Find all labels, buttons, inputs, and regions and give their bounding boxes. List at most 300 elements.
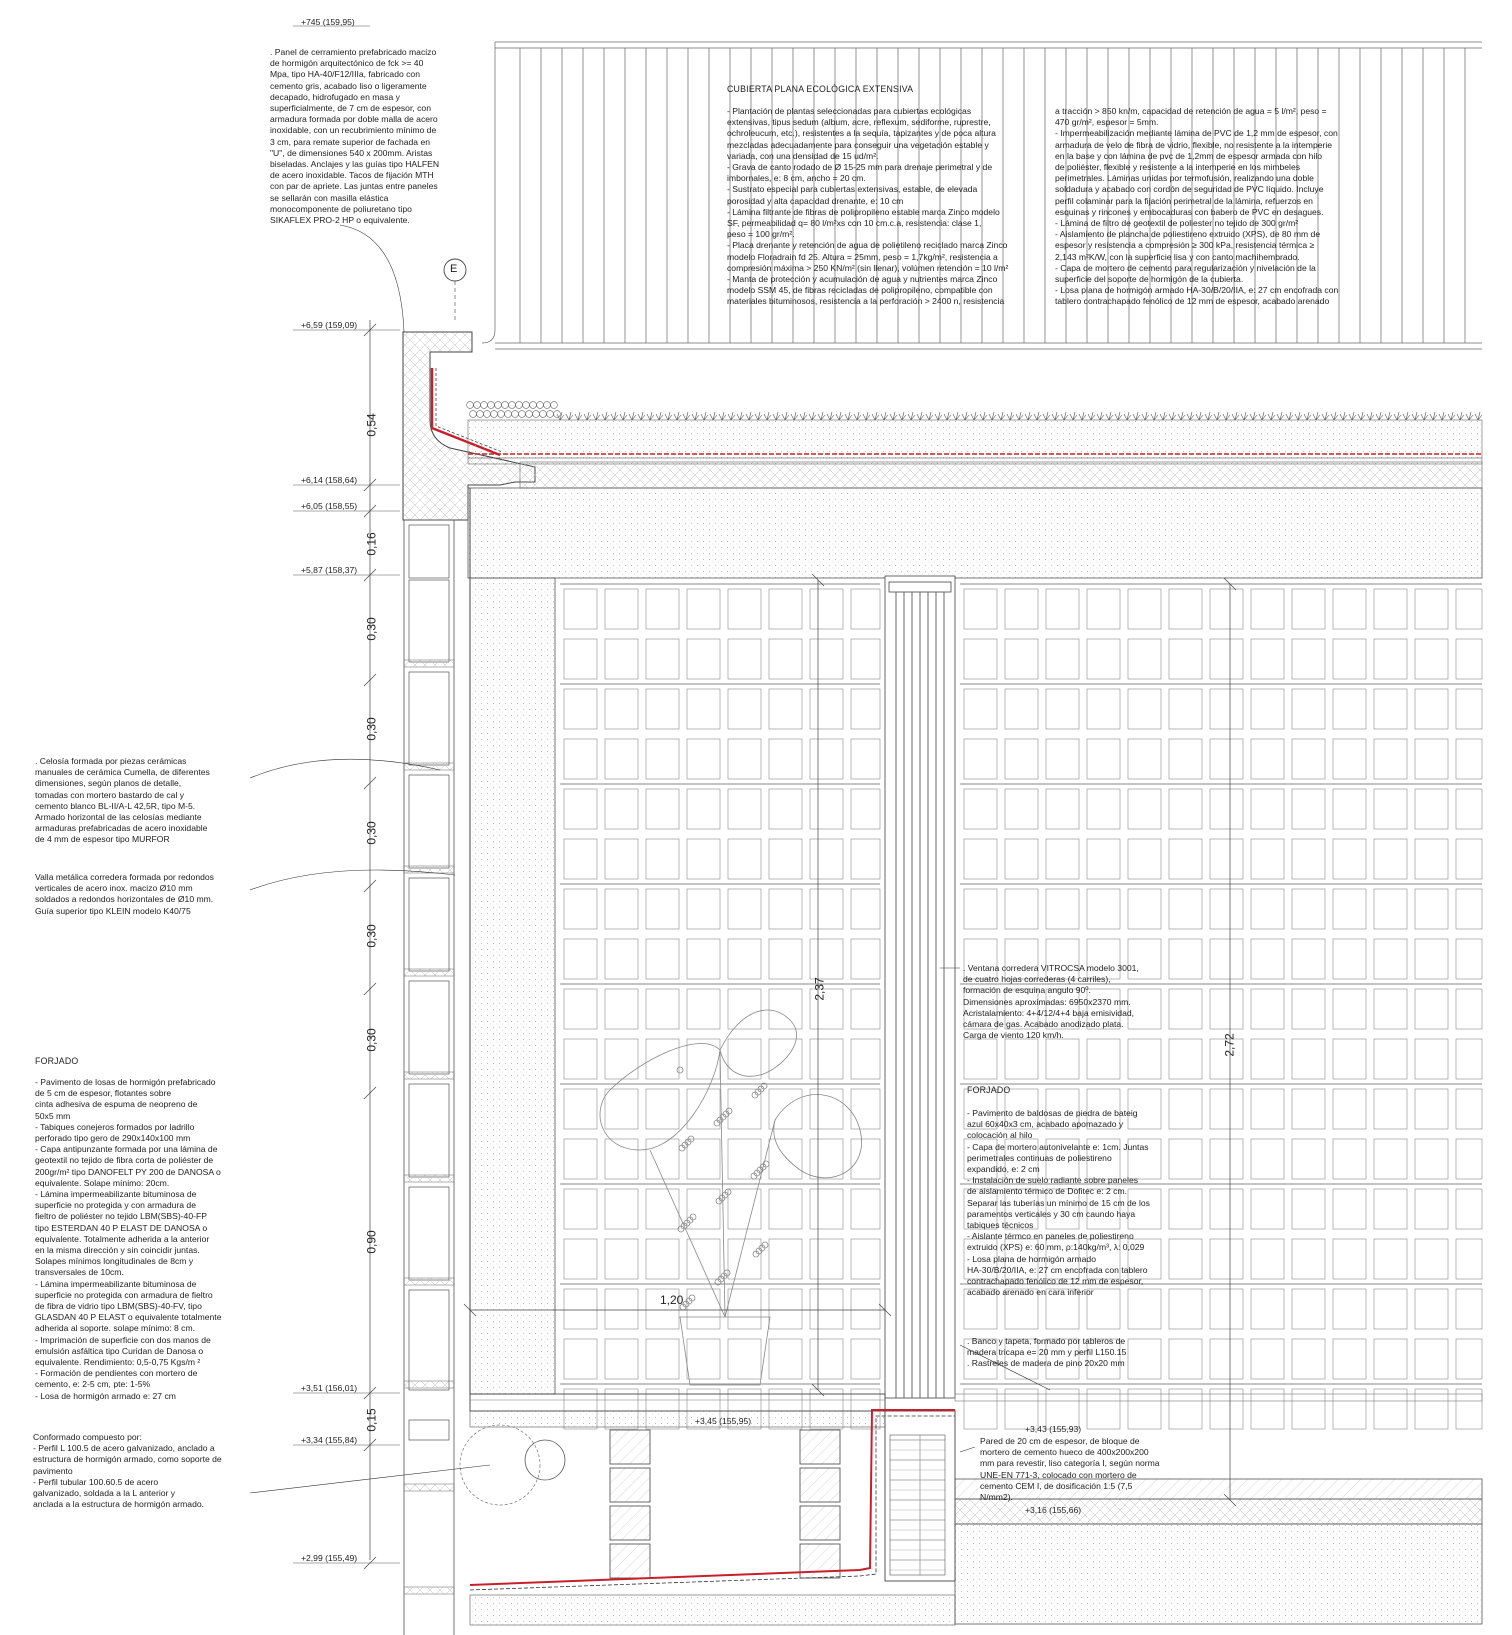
lattice-piece [1046,639,1079,679]
lattice-piece [605,1239,638,1279]
lattice-piece [1456,939,1482,979]
lattice-piece [1169,639,1202,679]
lattice-piece [646,1139,679,1179]
lattice-piece [687,1039,720,1079]
dimension-label: 0,90 [364,1230,379,1254]
lattice-piece [1128,839,1161,879]
level-label: +5,87 (158,37) [301,565,358,575]
lattice-piece [810,739,843,779]
lattice-piece [1292,839,1325,879]
lattice-piece [1210,1389,1243,1429]
grass-tuft [1331,412,1338,420]
lattice-piece [646,989,679,1029]
lattice-piece [687,989,720,1029]
lattice-piece [1374,639,1407,679]
celosia-wall [404,520,454,1635]
roof-title: CUBIERTA PLANA ECOLÓGICA EXTENSIVA [727,84,914,94]
grass-tuft [1016,412,1023,420]
grass-tuft [836,412,843,420]
grass-tuft [1385,412,1392,420]
lattice-piece [1333,639,1366,679]
grass-tuft [1088,412,1095,420]
level-label: +3,16 (155,66) [1025,1505,1082,1515]
lattice-piece [646,1339,679,1379]
lattice-piece [1087,1389,1120,1429]
plant-leaf [677,1067,683,1073]
lattice-piece [1169,739,1202,779]
lattice-piece [1415,1139,1448,1179]
level-label: +6,14 (158,64) [301,475,358,485]
grass-tuft [1151,412,1158,420]
lattice-piece [1251,789,1284,829]
grass-tuft [1115,412,1122,420]
lattice-piece [1292,1189,1325,1229]
level-label: +6,59 (159,09) [301,320,358,330]
lattice-piece [1456,1239,1482,1279]
lattice-piece [1292,989,1325,1029]
lattice-piece [687,689,720,729]
grass-tuft [998,412,1005,420]
lattice-piece [769,1189,802,1229]
lattice-piece [1251,739,1284,779]
lattice-piece [564,689,597,729]
lattice-piece [1046,689,1079,729]
level-label: +745 (159,95) [301,17,355,27]
lattice-piece [1128,739,1161,779]
lattice-piece [1169,1039,1202,1079]
grass-tuft [1448,412,1455,420]
lattice-piece [1333,689,1366,729]
lattice-piece [1087,1039,1120,1079]
lattice-piece [851,1139,880,1179]
level-label: +3,34 (155,84) [301,1435,358,1445]
gravel-stone [477,411,484,418]
lattice-piece [769,1239,802,1279]
grass-tuft [1268,412,1275,420]
grass-tuft [1322,412,1329,420]
lattice-piece [1046,589,1079,629]
lattice-piece [769,739,802,779]
lattice-piece [1087,889,1120,929]
grass-tuft [773,412,780,420]
grass-tuft [1196,412,1203,420]
lattice-piece [964,1039,997,1079]
lattice-piece [1292,1039,1325,1079]
lattice-piece [1087,589,1120,629]
lattice-piece [810,889,843,929]
grass-tuft [854,412,861,420]
grass-tuft [1025,412,1032,420]
grass-tuft [962,412,969,420]
lattice-piece [1333,939,1366,979]
lattice-piece [1251,1339,1284,1379]
lattice-piece [728,1289,761,1329]
lattice-piece [1456,689,1482,729]
lattice-piece [728,1339,761,1379]
lattice-piece [1169,1389,1202,1429]
grass-tuft [665,412,672,420]
lattice-piece [646,839,679,879]
lattice-piece [1456,1189,1482,1229]
note-banco: . Banco y tapeta, formado por tableros de madera tricapa e= 20 mm y perfil L150.15 . Rastreles de madera de pino 20x20 mm [967,1336,1127,1369]
lattice-piece [769,889,802,929]
dimension-label: 2,37 [812,977,827,1001]
gravel-stone [533,411,540,418]
grass-tuft [935,412,942,420]
gravel-stone [512,411,519,418]
gravel-stone [498,411,505,418]
celosia-joint [404,1484,454,1491]
dimension-label: 0,15 [364,1408,379,1432]
lattice-piece [1374,1389,1407,1429]
grass-tuft [728,412,735,420]
gravel-stone [516,402,523,409]
celosia-joint [404,969,454,976]
grass-tuft [944,412,951,420]
lattice-piece [728,889,761,929]
grass-tuft [863,412,870,420]
lattice-piece [1210,1239,1243,1279]
lattice-piece [1333,1189,1366,1229]
lattice-piece [851,1039,880,1079]
grass-tuft [1007,412,1014,420]
lattice-piece [851,589,880,629]
grass-tuft [746,412,753,420]
lattice-piece [1333,589,1366,629]
lattice-piece [810,1289,843,1329]
lattice-piece [1456,839,1482,879]
lattice-piece [1456,589,1482,629]
lattice-piece [1333,739,1366,779]
celosia-joint [404,1381,454,1388]
lattice-piece [1251,839,1284,879]
grass-tuft [1394,412,1401,420]
dimension-label: 1,20 [660,1293,684,1307]
grass-tuft [1286,412,1293,420]
lattice-piece [1251,939,1284,979]
lattice-piece [851,889,880,929]
lattice-piece [1210,739,1243,779]
lattice-piece [1374,1339,1407,1379]
lattice-piece [1169,889,1202,929]
lattice-piece [769,1139,802,1179]
lattice-piece [564,939,597,979]
lattice-piece [605,789,638,829]
lattice-piece [1415,1389,1448,1429]
lattice-piece [1210,589,1243,629]
celosia-block [409,525,449,578]
lattice-piece [1374,739,1407,779]
lattice-piece [1415,739,1448,779]
celosia-joint [404,1175,454,1182]
lattice-piece [1374,939,1407,979]
lattice-piece [728,1139,761,1179]
lattice-piece [964,889,997,929]
lattice-piece [1374,1289,1407,1329]
lattice-piece [605,1289,638,1329]
grass-tuft [1457,412,1464,420]
lattice-piece [1210,1089,1243,1129]
lattice-piece [1169,689,1202,729]
lattice-piece [564,839,597,879]
lattice-piece [687,939,720,979]
lattice-piece [964,839,997,879]
lattice-piece [964,689,997,729]
lattice-piece [1087,839,1120,879]
lattice-piece [1333,1139,1366,1179]
perforated-brick [610,1506,650,1540]
lattice-piece [1087,689,1120,729]
grass-tuft [881,412,888,420]
grass-tuft [1277,412,1284,420]
lattice-piece [687,1339,720,1379]
grass-tuft [1304,412,1311,420]
note-roof-col1: - Plantación de plantas seleccionadas para cubiertas ecológicas extensivas, tipus sedum (album, acre, reflexum, sediforme, ruprestre, ochroleucum, etc.), resistentes a la sequía, tapizantes y de poca altura mezcladas adecuadamente para conseguir una vegetación estable y variada, con una densidad de 15 ud/m². - Grava de canto rodado de Ø 15-25 mm para drenaje perimetral y de imbornales, e: 8 cm, ancho = 20 cm. - Sustrato especial para cubiertas extensivas, estable, de elevada porosidad y alta capacidad drenante, e: 10 cm - Lámina filtrante de fibras de polipropileno estable marca Zinco modelo SF, permeabilidad q= 80 l/m²xs con 10 cm.c.a, resistencia: clase 1, peso = 100 gr/m². - Placa drenante y retención de agua de polietileno reciclado marca Zinco modelo Floradrain fd 25. Altura = 25mm, peso = 1,7kg/m², resistencia a compresión máxima > 250 KN/m² (sin llenar), volúmen retención = 10 l/m² - Manta de protección y acumulación de agua y nutrientes marca Zinco modelo SSM 45, de fibras recicladas de polipropileno, compatible con materiales bituminosos, resistencia a la perforación > 2400 n, resistencia [727,106,1009,307]
lattice-piece [687,589,720,629]
perforated-brick [800,1468,840,1502]
grass-tuft [602,412,609,420]
lattice-piece [1333,839,1366,879]
lattice-piece [1292,689,1325,729]
grass-tuft [1106,412,1113,420]
grass-tuft [566,412,573,420]
lattice-piece [964,789,997,829]
grass-tuft [1070,412,1077,420]
lattice-piece [1210,1339,1243,1379]
note-roof-col2: a tracción > 850 kn/m, capacidad de retención de agua = 5 l/m², peso = 470 gr/m², espesor = 5mm. - Impermeabilización mediante lámina de PVC de 1,2 mm de espesor, con armadura de velo de fibra de vidrio, flexible, no resistente a la intemperie en la base y con lámina de pvc de 1,2mm de espesor armada con hilo de poliéster, flexible y resistente a la intemperie en los mimbeles perimetrales. Láminas unidas por termofusión, realizando una doble soldadura y acabado con cordón de seguridad de PVC líquido. Incluye perfil colaminar para la fijación perimetral de la lámina, refuerzos en esquinas y rincones y embocaduras con babero de PVC en desagues. - Lámina de filtro de geotextil de poliester no tejido de 300 gr/m² - Aislamiento de plancha de poliestireno extruido (XPS), de 80 mm de espesor y resistencia a compresión ≥ 300 kPa, resistencia térmica ≥ 2,143 m²K/W, con la superficie lisa y con canto machihembrado. - Capa de mortero de cemento para regularización y nivelación de la superficie del soporte de hormigón de la cubierta. - Losa plana de hormigón armado HA-30/B/20/IIA, e: 27 cm encofrada con tablero contrachapado fenólico de 12 mm de espesor, acabado arenado [1055,106,1339,307]
lattice-piece [964,639,997,679]
grass-tuft [1133,412,1140,420]
lattice-piece [1210,889,1243,929]
lattice-piece [1415,1239,1448,1279]
lattice-piece [1292,739,1325,779]
celosia-block [409,981,449,1074]
gravel-stone [547,411,554,418]
grass-tuft [1376,412,1383,420]
grass-tuft [1124,412,1131,420]
forjado-right-title: FORJADO [967,1085,1011,1095]
grass-tuft [791,412,798,420]
lattice-piece [1374,1189,1407,1229]
grass-tuft [1097,412,1104,420]
dimension-label: 0,30 [364,821,379,845]
lattice-piece [1374,589,1407,629]
gravel-stone [551,402,558,409]
grass-tuft [1430,412,1437,420]
grass-tuft [899,412,906,420]
grass-tuft [1259,412,1266,420]
lattice-piece [769,1339,802,1379]
lattice-piece [769,989,802,1029]
grass-tuft [1214,412,1221,420]
lattice-piece [646,1039,679,1079]
lattice-piece [728,789,761,829]
lattice-piece [851,939,880,979]
gravel-stone [544,402,551,409]
grass-tuft [737,412,744,420]
grass-tuft [890,412,897,420]
grass-tuft [1187,412,1194,420]
lattice-piece [1333,1289,1366,1329]
lattice-piece [1456,789,1482,829]
lattice-piece [810,689,843,729]
grass-tuft [656,412,663,420]
lattice-piece [1251,1189,1284,1229]
level-lines [293,26,400,1563]
grass-tuft [782,412,789,420]
celosia-block [409,1084,449,1177]
celosia-block [409,1290,449,1390]
lattice-piece [1251,589,1284,629]
lattice-piece [1292,1139,1325,1179]
lattice-piece [1005,689,1038,729]
lattice-piece [728,1039,761,1079]
lattice-piece [1415,789,1448,829]
lattice-piece [810,1239,843,1279]
lattice-piece [605,1339,638,1379]
lattice-piece [1456,989,1482,1029]
lattice-piece [851,1189,880,1229]
lattice-piece [1210,689,1243,729]
lattice-piece [1251,1289,1284,1329]
lattice-piece [1292,589,1325,629]
grass-tuft [1349,412,1356,420]
lattice-piece [605,639,638,679]
lattice-piece [564,1139,597,1179]
lattice-piece [1005,789,1038,829]
grass-tuft [1466,412,1473,420]
lattice-piece [1251,989,1284,1029]
sliding-window [885,576,955,1398]
lattice-piece [964,589,997,629]
grass-tuft [1142,412,1149,420]
grass-tuft [1043,412,1050,420]
grass-tuft [755,412,762,420]
lattice-piece [1456,639,1482,679]
lattice-piece [1128,639,1161,679]
lattice-piece [1005,889,1038,929]
level-label: +3,43 (155,93) [1025,1424,1082,1434]
lattice-piece [1374,1239,1407,1279]
lattice-piece [605,839,638,879]
grass-tuft [1169,412,1176,420]
grass-tuft [917,412,924,420]
grass-tuft [1403,412,1410,420]
lattice-piece [605,589,638,629]
lattice-piece [687,1139,720,1179]
lattice-piece [646,589,679,629]
dimension-label: 0,30 [364,717,379,741]
lattice-piece [1210,989,1243,1029]
grass-tuft [872,412,879,420]
grass-tuft [1205,412,1212,420]
grass-tuft [719,412,726,420]
lattice-piece [1292,1239,1325,1279]
lattice-piece [1415,889,1448,929]
level-label: +3,45 (155,95) [695,1416,752,1426]
lattice-piece [810,939,843,979]
lattice-piece [851,739,880,779]
lattice-piece [1456,1039,1482,1079]
lattice-piece [1415,1189,1448,1229]
celosia-block [409,672,449,765]
lattice-piece [564,1239,597,1279]
lattice-piece [769,589,802,629]
lattice-piece [1415,689,1448,729]
celosia-block [409,580,449,662]
grass-tuft [692,412,699,420]
lattice-piece [1333,1339,1366,1379]
lattice-piece [1415,989,1448,1029]
grass-tuft [647,412,654,420]
lattice-piece [769,839,802,879]
grass-tuft [980,412,987,420]
grass-tuft [926,412,933,420]
grass-tuft [575,412,582,420]
gravel-stone [523,402,530,409]
lattice-piece [1415,1339,1448,1379]
grass-tuft [845,412,852,420]
grass-tuft [764,412,771,420]
lattice-piece [564,1289,597,1329]
lattice-piece [851,639,880,679]
lattice-piece [1046,739,1079,779]
lattice-piece [1374,789,1407,829]
lattice-piece [1292,1339,1325,1379]
lattice-piece [964,1389,997,1429]
lattice-piece [605,989,638,1029]
lattice-piece [1374,989,1407,1029]
lattice-piece [1087,739,1120,779]
grass-tuft [1367,412,1374,420]
lattice-piece [605,739,638,779]
lattice-piece [605,939,638,979]
grass-tuft [683,412,690,420]
lattice-piece [564,1339,597,1379]
lattice-piece [1292,939,1325,979]
lattice-piece [1415,1289,1448,1329]
gravel-stone [488,402,495,409]
lattice-piece [1128,589,1161,629]
grass-tuft [953,412,960,420]
grass-tuft [1313,412,1320,420]
lattice-piece [1292,789,1325,829]
lattice-piece [1087,639,1120,679]
gravel-stone [491,411,498,418]
level-label: +6,05 (158,55) [301,501,358,511]
lattice-piece [1251,1389,1284,1429]
concrete-column [470,578,555,1394]
lattice-piece [687,1189,720,1229]
lattice-piece [1251,889,1284,929]
dimension-label: 0,54 [364,413,379,437]
gravel-stone [505,411,512,418]
lattice-piece [810,1339,843,1379]
lattice-piece [1210,1189,1243,1229]
grass-tuft [629,412,636,420]
lattice-piece [1333,1039,1366,1079]
lattice-piece [1128,889,1161,929]
grass-tuft [593,412,600,420]
lattice-piece [851,789,880,829]
lattice-piece [728,839,761,879]
lattice-piece [1374,1139,1407,1179]
dimension-label: 0,30 [364,617,379,641]
grass-tuft [674,412,681,420]
grass-tuft [1475,412,1482,420]
lattice-piece [810,1039,843,1079]
lattice-piece [564,889,597,929]
